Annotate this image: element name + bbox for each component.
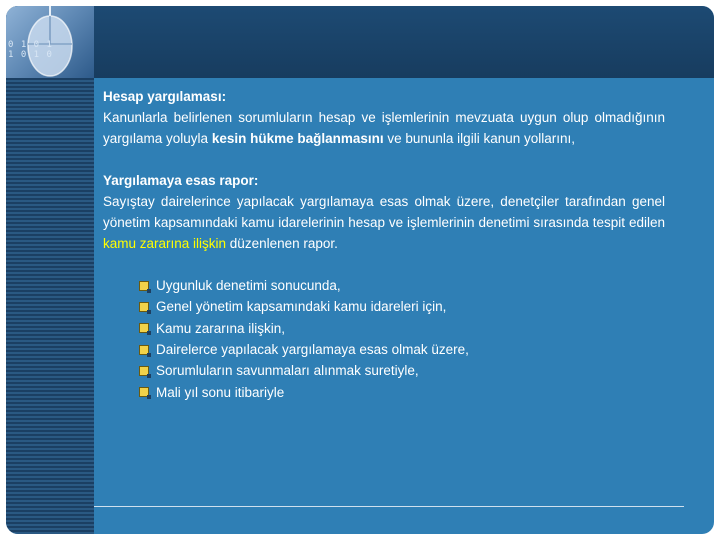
bullet-text: Genel yönetim kapsamındaki kamu idareleri için, (156, 299, 447, 315)
checkbox-bullet-icon (139, 323, 149, 333)
section2-paragraph (103, 191, 665, 254)
list-item (139, 339, 665, 360)
section1-text-bold: kesin hükme bağlanmasını (211, 131, 384, 146)
checkbox-bullet-icon (139, 366, 149, 376)
section1-text-a: Kanunlarla belirlenen sorumluların hesap ve işlemlerinin mevzuata uygun olup olmadığının yargılama yoluyla (103, 110, 665, 146)
section1-paragraph (103, 107, 665, 149)
list-item (139, 275, 665, 296)
section1-heading: Hesap yargılaması: (103, 89, 227, 104)
checkbox-bullet-icon (139, 345, 149, 355)
list-item (139, 296, 665, 317)
list-item (139, 360, 665, 381)
footer-divider (94, 506, 684, 507)
header-bar (94, 6, 714, 78)
left-striped-panel (6, 6, 94, 534)
bullet-text: Dairelerce yapılacak yargılamaya esas olmak üzere, (156, 342, 469, 358)
section2-text-a: Sayıştay dairelerince yapılacak yargılamaya esas olmak üzere, denetçiler tarafından genel yönetim kapsamındaki kamu idarelerinin hesap ve işlemlerinin denetimi sırasında tespit edilen (103, 194, 665, 230)
bullet-text: Kamu zararına ilişkin, (156, 320, 286, 336)
bullet-text: Sorumluların savunmaları alınmak suretiyle, (156, 363, 419, 379)
bullet-text: Mali yıl sonu itibariyle (156, 384, 285, 400)
section2-text-b: düzenlenen rapor. (226, 236, 338, 251)
checkbox-bullet-icon (139, 387, 149, 397)
list-item (139, 318, 665, 339)
checkbox-bullet-icon (139, 281, 149, 291)
section1-text-b: ve bununla ilgili kanun yollarını, (383, 131, 575, 146)
slide-content (103, 86, 665, 403)
computer-mouse-icon: 0 1 0 1 1 0 1 0 (6, 6, 94, 78)
section2-text-highlight: kamu zararına ilişkin (103, 236, 227, 251)
list-item (139, 381, 665, 402)
checkbox-bullet-icon (139, 302, 149, 312)
bullet-text: Uygunluk denetimi sonucunda, (156, 278, 341, 294)
bullet-list (139, 275, 665, 403)
section2-heading: Yargılamaya esas rapor: (103, 173, 259, 188)
